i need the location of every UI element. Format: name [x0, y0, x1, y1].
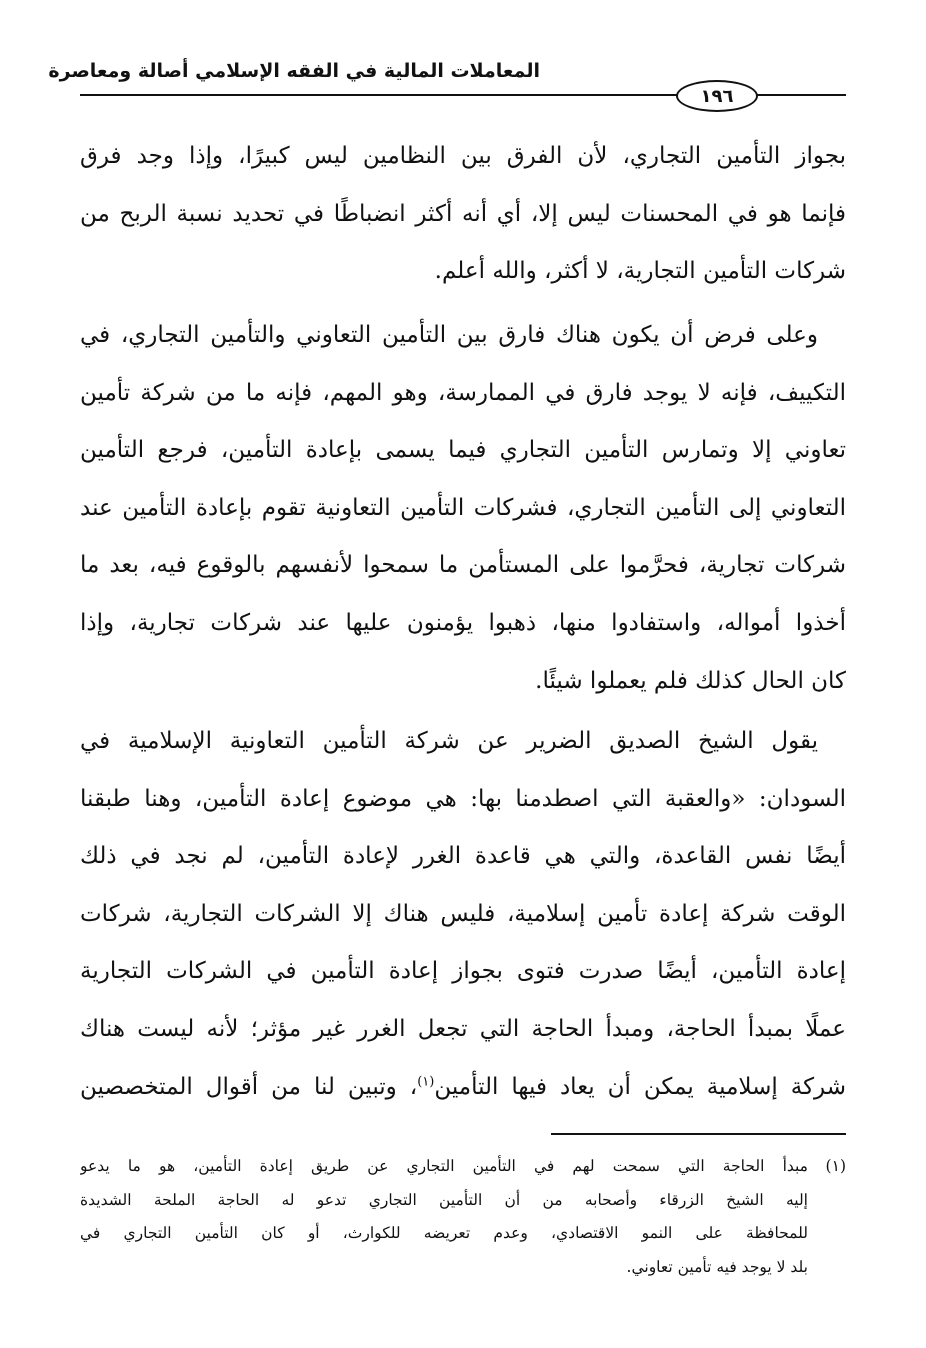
- paragraph-1: [80, 128, 846, 301]
- text-line: السودان: «والعقبة التي اصطدمنا بها: هي موضوع إعادة التأمين، وهنا طبقنا: [80, 785, 846, 812]
- footnote-text: مبدأ الحاجة التي سمحت لهم في التأمين التجاري عن طريق إعادة التأمين، هو ما يدعو: [80, 1157, 808, 1175]
- paragraph-2: [80, 307, 846, 710]
- text-line: إعادة التأمين، أيضًا صدرت فتوى بجواز إعادة التأمين في الشركات التجارية: [80, 958, 846, 985]
- text-line: أيضًا نفس القاعدة، والتي هي قاعدة الغرر لإعادة التأمين، لم نجد في ذلك: [80, 843, 846, 870]
- text-segment: شركة إسلامية يمكن أن يعاد فيها التأمين: [434, 1073, 846, 1100]
- text-line: أخذوا أمواله، واستفادوا منها، ذهبوا يؤمنون عليها عند شركات تجارية، وإذا: [80, 609, 846, 636]
- page-number: ١٩٦: [676, 80, 758, 112]
- running-header-title: المعاملات المالية في الفقه الإسلامي أصالة ومعاصرة: [48, 60, 540, 82]
- text-line: شركات التأمين التجارية، لا أكثر، والله أعلم.: [434, 258, 846, 285]
- text-line: يقول الشيخ الصديق الضرير عن شركة التأمين التعاونية الإسلامية في: [80, 728, 818, 754]
- text-line: كان الحال كذلك فلم يعملوا شيئًا.: [535, 667, 846, 694]
- footnote-reference[interactable]: (١): [417, 1073, 435, 1089]
- text-line: فإنما هو في المحسنات ليس إلا، أي أنه أكثر انضباطًا في تحديد نسبة الربح من: [80, 200, 846, 227]
- footnote-line: [80, 1150, 846, 1184]
- footnote-line: للمحافظة على النمو الاقتصادي، وعدم تعريضه للكوارث، أو كان التأمين التجاري في: [80, 1224, 808, 1242]
- text-line: التكييف، فإنه لا يوجد فارق في الممارسة، وهو المهم، فإنه ما من شركة تأمين: [80, 379, 846, 406]
- text-line: تعاوني إلا وتمارس التأمين التجاري فيما يسمى بإعادة التأمين، فرجع التأمين: [80, 437, 846, 464]
- text-line: وعلى فرض أن يكون هناك فارق بين التأمين التعاوني والتأمين التجاري، في: [80, 322, 818, 348]
- footnote-separator: [551, 1133, 846, 1135]
- footnote-marker: (١): [825, 1157, 846, 1175]
- text-line: عملًا بمبدأ الحاجة، ومبدأ الحاجة التي تجعل الغرر غير مؤثر؛ لأنه ليست هناك: [80, 1015, 846, 1042]
- footnote-line: بلد لا يوجد فيه تأمين تعاوني.: [626, 1257, 808, 1276]
- text-line: بجواز التأمين التجاري، لأن الفرق بين النظامين ليس كبيرًا، وإذا وجد فرق: [80, 143, 846, 169]
- text-line: التعاوني إلى التأمين التجاري، فشركات التأمين التعاونية تقوم بإعادة التأمين عند: [80, 494, 846, 521]
- footnote-1: [80, 1150, 846, 1284]
- text-line: [80, 1059, 846, 1117]
- footnote-line: إليه الشيخ الزرقاء وأصحابه من أن التأمين التجاري تدعو له الحاجة الملحة الشديدة: [80, 1190, 808, 1209]
- text-line: الوقت شركة إعادة تأمين إسلامية، فليس هناك إلا الشركات التجارية، شركات: [80, 900, 846, 927]
- text-line: شركات تجارية، فحرَّموا على المستأمن ما سمحوا لأنفسهم بالوقوع فيه، بعد ما: [80, 552, 846, 579]
- paragraph-3: [80, 713, 846, 1116]
- text-segment: ، وتبين لنا من أقوال المتخصصين: [80, 1073, 418, 1100]
